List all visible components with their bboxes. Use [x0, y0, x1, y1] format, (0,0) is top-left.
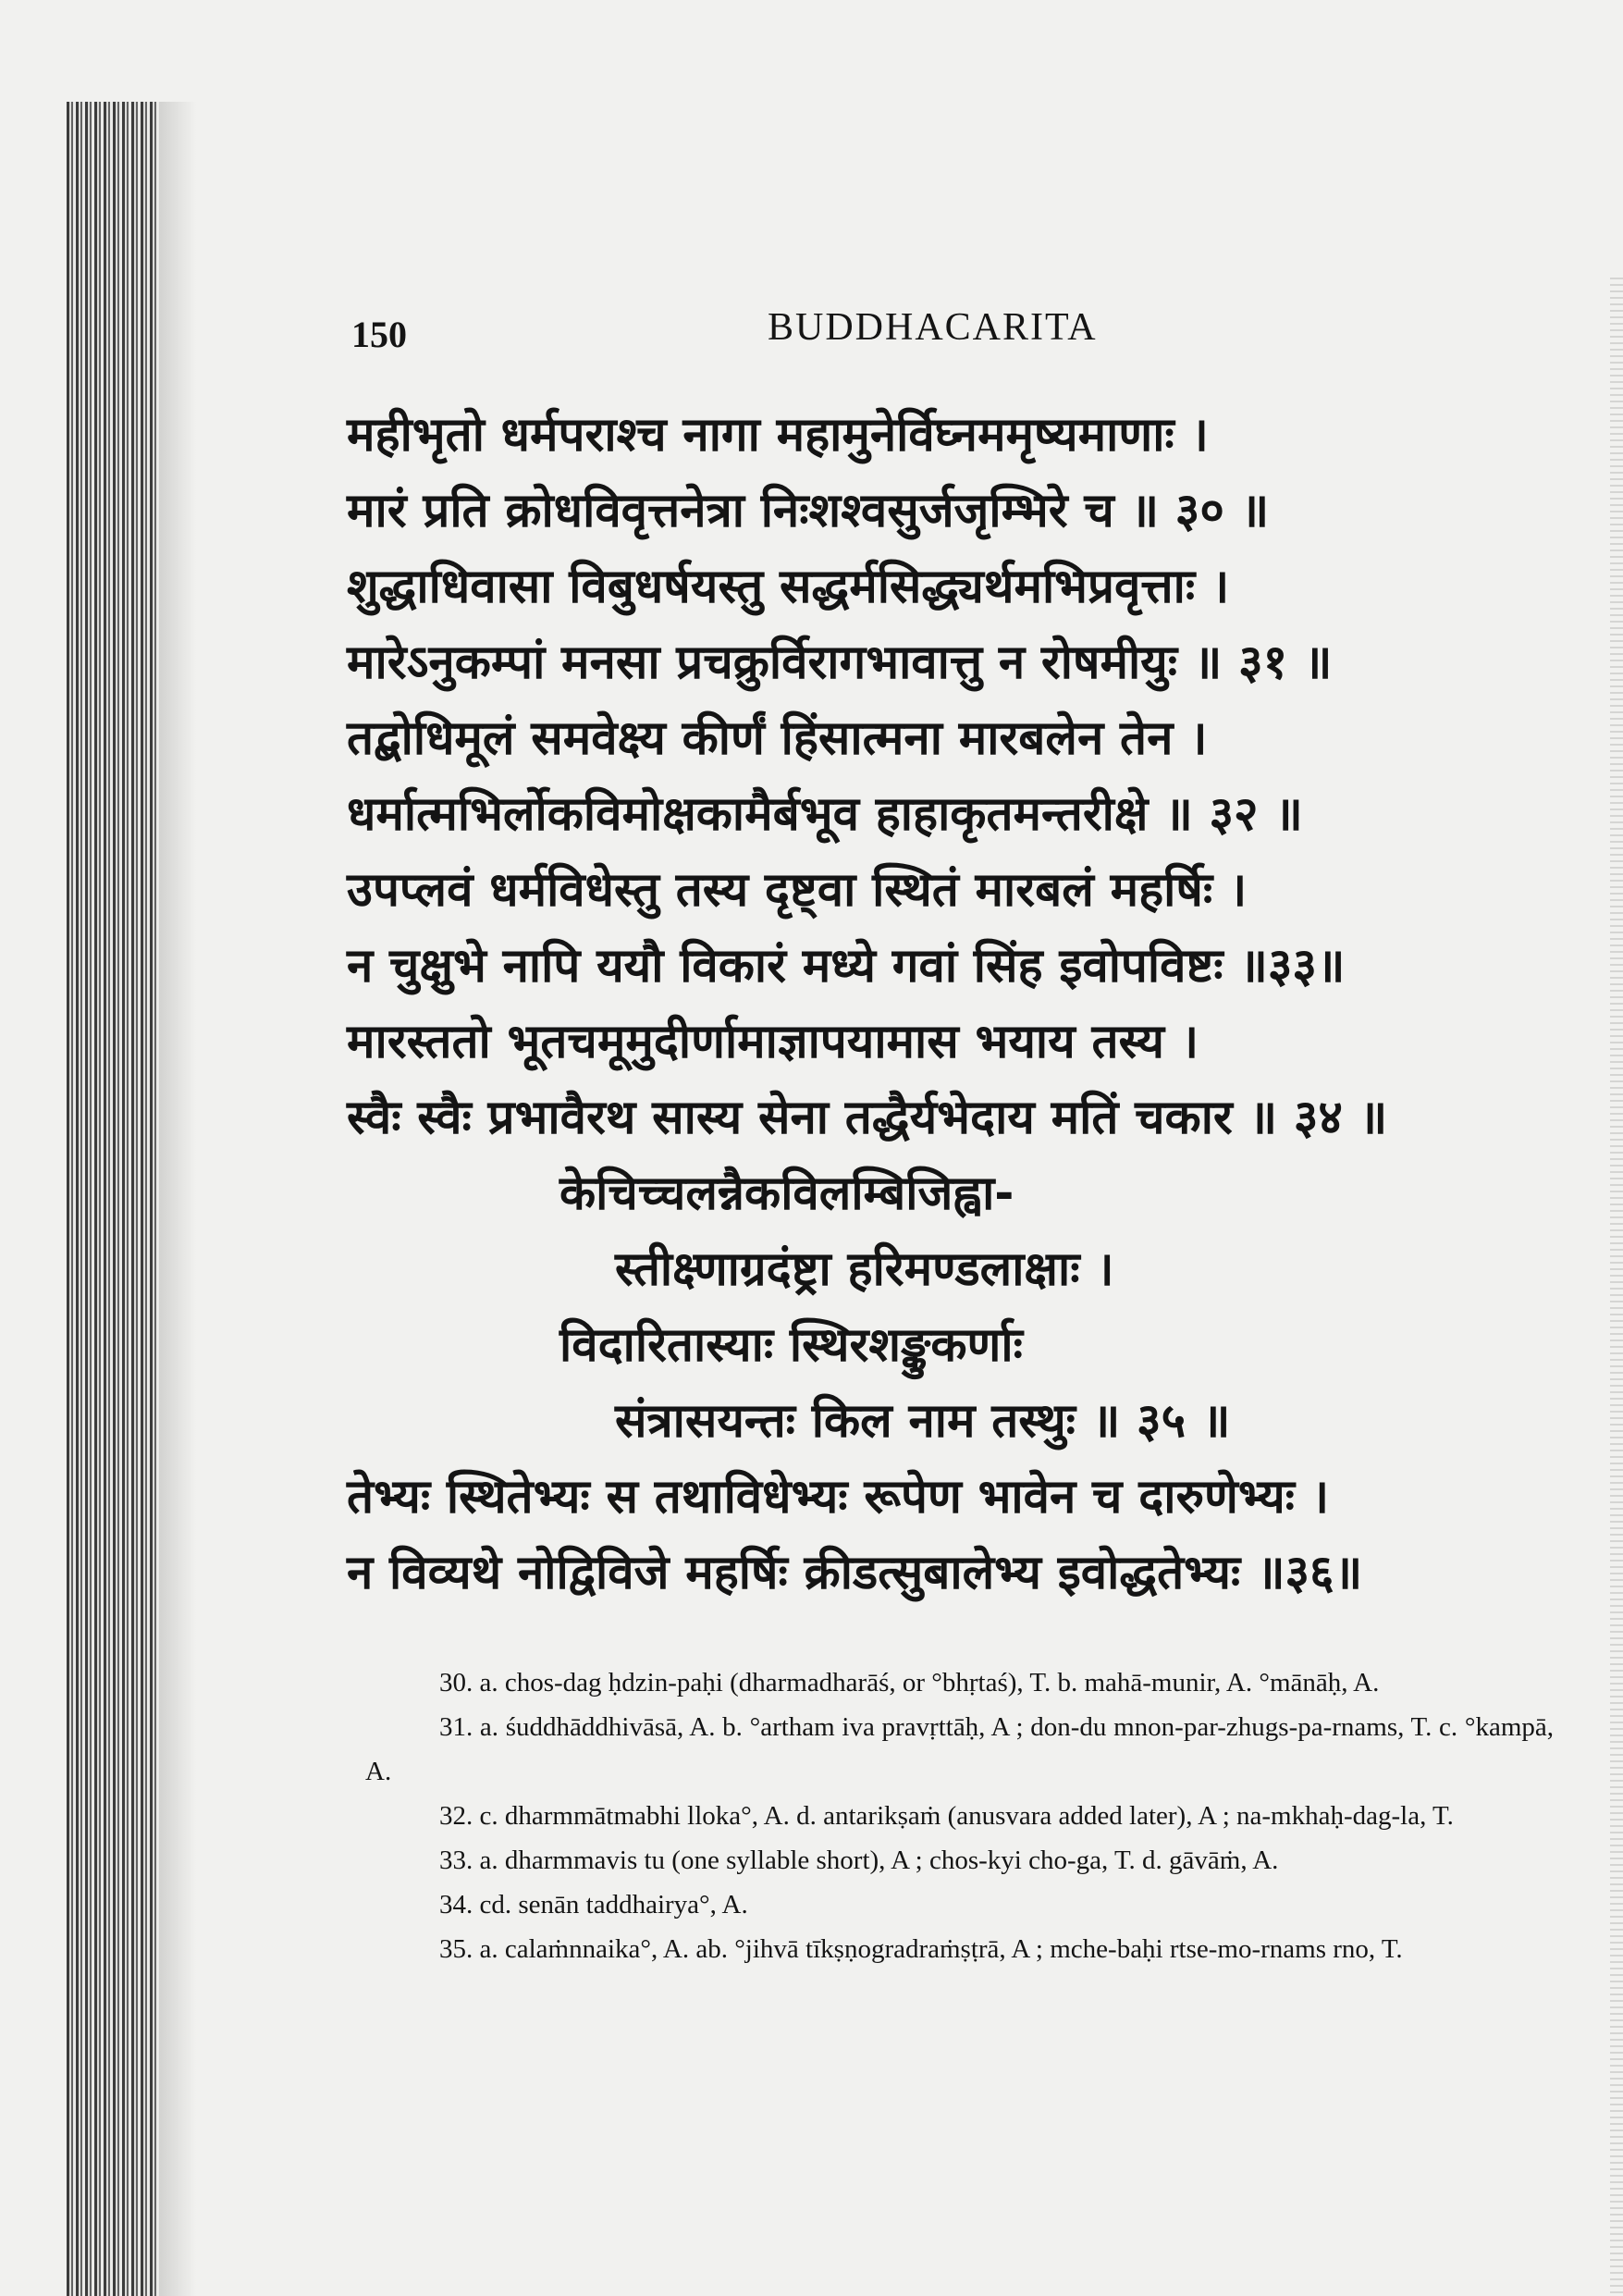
verse-line: संत्रासयन्तः किल नाम तस्थुः ॥ ३५ ॥ — [615, 1394, 1231, 1449]
footnote: 30. a. chos-dag ḥdzin-paḥi (dharmadharāś, or °bhṛtaś), T. b. mahā-munir, A. °mānāḥ, A. — [439, 1668, 1380, 1697]
verse-line: मारस्ततो भूतचमूमुदीर्णामाज्ञापयामास भयाय तस्य । — [347, 1015, 1199, 1069]
verse-line: शुद्धाधिवासा विबुधर्षयस्तु सद्धर्मसिद्ध्यर्थमभिप्रवृत्ताः । — [347, 560, 1230, 614]
page-right-edge — [1610, 278, 1623, 2296]
page-number: 150 — [351, 314, 407, 355]
verse-line: स्वैः स्वैः प्रभावैरथ सास्य सेना तद्धैर्यभेदाय मतिं चकार ॥ ३४ ॥ — [347, 1091, 1388, 1145]
page-header — [351, 305, 1554, 361]
binding-shadow — [159, 102, 196, 2296]
verse-line: केचिच्चलन्नैकविलम्बिजिह्वा- — [559, 1167, 1014, 1221]
footnote: 32. c. dharmmātmabhi lloka°, A. d. antarikṣaṁ (anusvara added later), A ; na-mkhaḥ-dag-la, T. — [439, 1801, 1454, 1831]
verse-line: न चुक्षुभे नापि ययौ विकारं मध्ये गवां सिंह इवोपविष्टः ॥३३॥ — [347, 939, 1346, 994]
verse-line: तद्बोधिमूलं समवेक्ष्य कीर्णं हिंसात्मना मारबलेन तेन । — [347, 711, 1208, 766]
running-title: BUDDHACARITA — [768, 306, 1098, 349]
verse-line: विदारितास्याः स्थिरशङ्कुकर्णाः — [559, 1318, 1023, 1373]
verse-block — [347, 398, 1577, 1611]
footnote: 34. cd. senān taddhairya°, A. — [439, 1890, 748, 1920]
verse-line: उपप्लवं धर्मविधेस्तु तस्य दृष्ट्वा स्थितं मारबलं महर्षिः । — [347, 863, 1248, 918]
footnote: 31. a. śuddhāddhivāsā, A. b. °artham iva pravṛttāḥ, A ; don-du mnon-par-zhugs-pa-rnams, T. c. °kampā, A. — [365, 1712, 1554, 1786]
verse-line: धर्मात्मभिर्लोकविमोक्षकामैर्बभूव हाहाकृतमन्तरीक्षे ॥ ३२ ॥ — [347, 787, 1303, 842]
verse-line: तेभ्यः स्थितेभ्यः स तथाविधेभ्यः रूपेण भावेन च दारुणेभ्यः । — [347, 1470, 1330, 1524]
verse-line: महीभृतो धर्मपराश्च नागा महामुनेर्विघ्नममृष्यमाणाः । — [347, 408, 1209, 463]
verse-line: मारेऽनुकम्पां मनसा प्रचक्रुर्विरागभावात्तु न रोषमीयुः ॥ ३१ ॥ — [347, 636, 1333, 690]
footnotes — [365, 1660, 1554, 1971]
verse-line: स्तीक्ष्णाग्रदंष्ट्रा हरिमण्डलाक्षाः । — [615, 1242, 1114, 1297]
verse-line: मारं प्रति क्रोधविवृत्तनेत्रा निःशश्वसुर्जजृम्भिरे च ॥ ३० ॥ — [347, 484, 1270, 538]
footnote: 35. a. calaṁnnaika°, A. ab. °jihvā tīkṣṇogradraṁṣṭrā, A ; mche-baḥi rtse-mo-rnams rno, T. — [439, 1934, 1403, 1964]
verse-line: न विव्यथे नोद्विविजे महर्षिः क्रीडत्सुबालेभ्य इवोद्धतेभ्यः ॥३६॥ — [347, 1546, 1363, 1600]
book-binding-edge — [67, 102, 159, 2296]
footnote: 33. a. dharmmavis tu (one syllable short), A ; chos-kyi cho-ga, T. d. gāvāṁ, A. — [439, 1845, 1279, 1875]
